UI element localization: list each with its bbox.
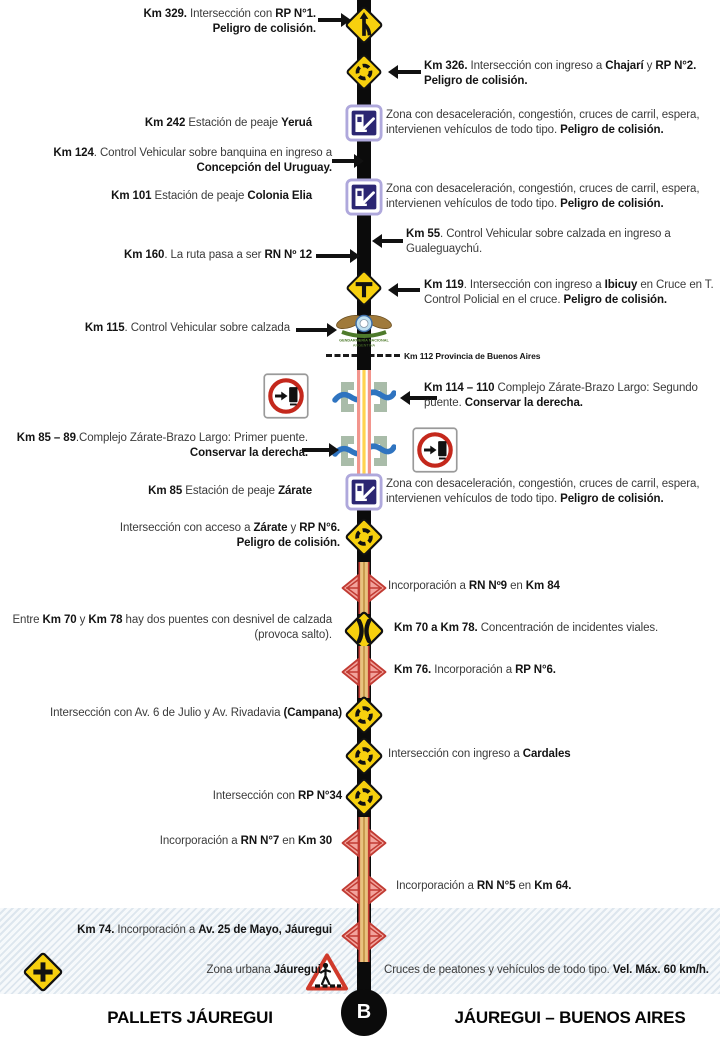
text-segment: Incorporación a bbox=[388, 580, 469, 592]
text-segment: Intersección con bbox=[212, 790, 299, 802]
text-segment: Zona con desaceleración, congestión, cruces de carril, espera, bbox=[386, 109, 700, 121]
roundabout-sign-icon bbox=[344, 517, 384, 557]
text-segment: Km 85 – 89 bbox=[16, 432, 76, 444]
interchange-icon bbox=[340, 646, 388, 698]
text-segment: Complejo Zárate-Brazo Largo: Segundo bbox=[494, 382, 698, 394]
annotation-km112-border bbox=[404, 351, 624, 362]
annotation-toll-zone-zarate bbox=[386, 477, 718, 507]
text-segment: .Complejo Zárate-Brazo Largo: Primer puente. bbox=[75, 432, 308, 444]
text-segment: hay dos puentes con desnivel de calzada bbox=[122, 614, 332, 626]
text-segment: (provoca salto). bbox=[254, 629, 332, 642]
text-segment: . Intersección con ingreso a bbox=[463, 279, 605, 291]
arrow-right-icon bbox=[296, 328, 328, 332]
interchange-icon bbox=[340, 817, 388, 869]
roundabout-sign-icon bbox=[345, 53, 383, 91]
annotation-km85-89 bbox=[0, 431, 308, 461]
text-segment: Incorporación a bbox=[114, 924, 199, 936]
text-segment: Peligro de colisión. bbox=[560, 124, 664, 137]
text-segment: RN N°5 bbox=[476, 880, 516, 892]
text-segment: Cardales bbox=[522, 748, 571, 760]
text-segment: intervienen vehículos de todo tipo. bbox=[386, 198, 561, 211]
text-segment: Peligro de colisión. bbox=[563, 294, 667, 307]
text-segment: Km 101 bbox=[111, 190, 152, 202]
text-segment: Km 85 bbox=[148, 485, 183, 497]
text-segment: Estación de peaje bbox=[182, 485, 279, 497]
text-segment: Km 55 bbox=[406, 228, 441, 240]
text-segment: Km 74. bbox=[77, 924, 115, 936]
text-segment: Gualeguaychú. bbox=[406, 243, 483, 256]
annotation-cardales bbox=[388, 747, 688, 762]
text-segment: . La ruta pasa a ser bbox=[164, 249, 265, 261]
text-segment: Km 242 bbox=[144, 117, 186, 129]
text-segment: Km 114 – 110 bbox=[424, 382, 495, 394]
annotation-toll-zone-yerua bbox=[386, 108, 718, 138]
text-segment: Jáuregui bbox=[273, 964, 321, 976]
text-segment: RP N°2. bbox=[655, 60, 697, 72]
text-segment: Colonia Elia bbox=[247, 190, 312, 202]
text-segment: en Cruce en T. bbox=[637, 279, 714, 291]
text-segment: Km 30 bbox=[297, 835, 332, 847]
text-segment: Conservar la derecha. bbox=[189, 447, 308, 460]
text-segment: Entre bbox=[12, 614, 43, 626]
text-segment: RP N°6. bbox=[299, 522, 340, 534]
text-segment: Av. 25 de Mayo, Jáuregui bbox=[198, 924, 332, 936]
roundabout-sign-icon bbox=[344, 736, 384, 776]
text-segment: Incorporación a bbox=[159, 835, 241, 847]
text-segment: Km 64. bbox=[534, 880, 572, 892]
text-segment: Vel. Máx. 60 km/h. bbox=[612, 964, 709, 976]
crossroads-sign-icon bbox=[22, 951, 64, 993]
annotation-rn9-km84 bbox=[388, 579, 688, 594]
gendarmeria-emblem-icon bbox=[332, 310, 396, 354]
text-segment: Zona con desaceleración, congestión, cruces de carril, espera, bbox=[386, 478, 700, 490]
annotation-km326 bbox=[424, 59, 716, 89]
toll-station-icon bbox=[345, 178, 383, 216]
bridge-segment-icon bbox=[332, 423, 396, 479]
text-segment: Km 124 bbox=[53, 147, 94, 159]
annotation-zarate-rp6 bbox=[50, 521, 340, 551]
annotation-toll-zone-colonia bbox=[386, 182, 718, 212]
annotation-km119 bbox=[424, 278, 720, 308]
text-segment: Ibicuy bbox=[604, 279, 638, 291]
text-segment: Zárate bbox=[253, 522, 288, 534]
route-endpoint-b: B bbox=[341, 989, 387, 1036]
annotation-km55 bbox=[406, 227, 706, 257]
annotation-km114-110 bbox=[424, 381, 716, 411]
text-segment: Chajarí bbox=[605, 60, 644, 72]
text-segment: . Control Vehicular sobre calzada bbox=[124, 322, 290, 334]
text-segment: en bbox=[506, 580, 526, 592]
annotation-campana bbox=[0, 706, 342, 721]
text-segment: RN Nº9 bbox=[468, 580, 507, 592]
text-segment: Peligro de colisión. bbox=[560, 493, 664, 506]
text-segment: Cruces de peatones y vehículos de todo tipo. bbox=[384, 964, 613, 976]
bridge-segment-icon bbox=[332, 369, 396, 425]
annotation-km242 bbox=[62, 116, 312, 131]
text-segment: Peligro de colisión. bbox=[212, 23, 316, 36]
text-segment: Intersección con Av. 6 de Julio y Av. Rivadavia bbox=[50, 707, 284, 719]
text-segment: Km 84 bbox=[525, 580, 560, 592]
text-segment: puente. bbox=[424, 397, 465, 410]
text-segment: Concentración de incidentes viales. bbox=[477, 622, 659, 634]
annotation-rp34 bbox=[92, 789, 342, 804]
annotation-km70-78-puentes bbox=[0, 613, 332, 643]
annotation-km329 bbox=[66, 7, 316, 37]
text-segment: . bbox=[320, 964, 324, 976]
text-segment: Zona urbana bbox=[206, 964, 274, 976]
text-segment: Estación de peaje bbox=[185, 117, 282, 129]
text-segment: Conservar la derecha. bbox=[464, 397, 583, 410]
text-segment: Peligro de colisión. bbox=[424, 75, 528, 88]
toll-station-icon bbox=[345, 473, 383, 511]
text-segment: RP N°34 bbox=[298, 790, 342, 802]
roundabout-sign-icon bbox=[344, 777, 384, 817]
text-segment: Incorporación a bbox=[431, 664, 516, 676]
text-segment: Km 160 bbox=[123, 249, 165, 261]
roundabout-sign-icon bbox=[344, 695, 384, 735]
text-segment: Incorporación a bbox=[396, 880, 477, 892]
text-segment: en bbox=[515, 880, 535, 892]
text-segment: Km 119 bbox=[424, 279, 464, 291]
text-segment: Km 70 a Km 78. bbox=[394, 622, 478, 634]
annotation-km74 bbox=[22, 923, 332, 938]
text-segment: y bbox=[287, 522, 300, 534]
text-segment: RN N°7 bbox=[240, 835, 280, 847]
text-segment: Intersección con ingreso a bbox=[388, 748, 523, 760]
t-intersection-sign-icon bbox=[345, 269, 383, 307]
text-segment: Peligro de colisión. bbox=[236, 537, 340, 550]
text-segment: Km 70 bbox=[42, 614, 77, 626]
text-segment: . Control Vehicular sobre calzada en ingreso a bbox=[440, 228, 671, 240]
arrow-left-icon bbox=[397, 70, 421, 74]
annotation-km85 bbox=[62, 484, 312, 499]
text-segment: RN Nº 12 bbox=[264, 249, 312, 261]
text-segment: y bbox=[76, 614, 89, 626]
text-segment: Km 329. bbox=[143, 8, 187, 20]
arrow-left-icon bbox=[397, 288, 420, 292]
annotation-km124 bbox=[12, 146, 332, 176]
footer-destination-label: JÁUREGUI – BUENOS AIRES bbox=[454, 1008, 686, 1027]
gendarmeria-caption: GENDARMERÍA NACIONAL bbox=[339, 338, 389, 343]
trucks-keep-right-sign-icon bbox=[412, 427, 458, 473]
annotation-km76 bbox=[394, 663, 694, 678]
text-segment: intervienen vehículos de todo tipo. bbox=[386, 493, 561, 506]
annotation-km101 bbox=[42, 189, 312, 204]
arrow-right-icon bbox=[332, 159, 355, 163]
annotation-km70-78-incidentes bbox=[394, 621, 714, 636]
text-segment: Concepción del Uruguay. bbox=[196, 162, 332, 175]
text-segment: (Campana) bbox=[283, 707, 342, 719]
arrow-right-icon bbox=[316, 254, 351, 258]
annotation-cruces-peatones bbox=[384, 963, 718, 978]
annotation-rn7-km30 bbox=[82, 834, 332, 849]
text-segment: y bbox=[643, 60, 656, 72]
text-segment: Km 115 bbox=[84, 322, 125, 334]
text-segment: Intersección con acceso a bbox=[119, 522, 254, 534]
text-segment: . Control Vehicular sobre banquina en ingreso a bbox=[93, 147, 332, 159]
text-segment: Km 76. bbox=[394, 664, 432, 676]
text-segment: Zona con desaceleración, congestión, cruces de carril, espera, bbox=[386, 183, 700, 195]
arrow-right-icon bbox=[318, 18, 342, 22]
text-segment: Intersección con bbox=[186, 8, 276, 20]
text-segment: Intersección con ingreso a bbox=[467, 60, 606, 72]
annotation-km115 bbox=[30, 321, 290, 336]
trucks-keep-right-sign-icon bbox=[263, 373, 309, 419]
text-segment: Zárate bbox=[278, 485, 312, 497]
footer-origin-label: PALLETS JÁUREGUI bbox=[107, 1008, 273, 1027]
gendarmeria-caption: ARGENTINA bbox=[352, 343, 376, 348]
text-segment: Yeruá bbox=[281, 117, 312, 129]
text-segment: Estación de peaje bbox=[151, 190, 248, 202]
text-segment: en bbox=[279, 835, 298, 847]
text-segment: RP N°1. bbox=[275, 8, 316, 20]
interchange-icon bbox=[340, 864, 388, 916]
text-segment: Km 78 bbox=[88, 614, 123, 626]
annotation-rn5-km64 bbox=[396, 879, 696, 894]
text-segment: Km 326. bbox=[424, 60, 468, 72]
text-segment: Km 112 Provincia de Buenos Aires bbox=[404, 351, 541, 361]
text-segment: RP N°6. bbox=[515, 664, 556, 676]
annotation-zona-urbana bbox=[84, 963, 324, 978]
arrow-left-icon bbox=[381, 239, 403, 243]
annotation-km160 bbox=[42, 248, 312, 263]
text-segment: Peligro de colisión. bbox=[560, 198, 664, 211]
text-segment: Control Policial en el cruce. bbox=[424, 294, 564, 307]
toll-station-icon bbox=[345, 104, 383, 142]
text-segment: intervienen vehículos de todo tipo. bbox=[386, 124, 561, 137]
interchange-icon bbox=[340, 562, 388, 614]
